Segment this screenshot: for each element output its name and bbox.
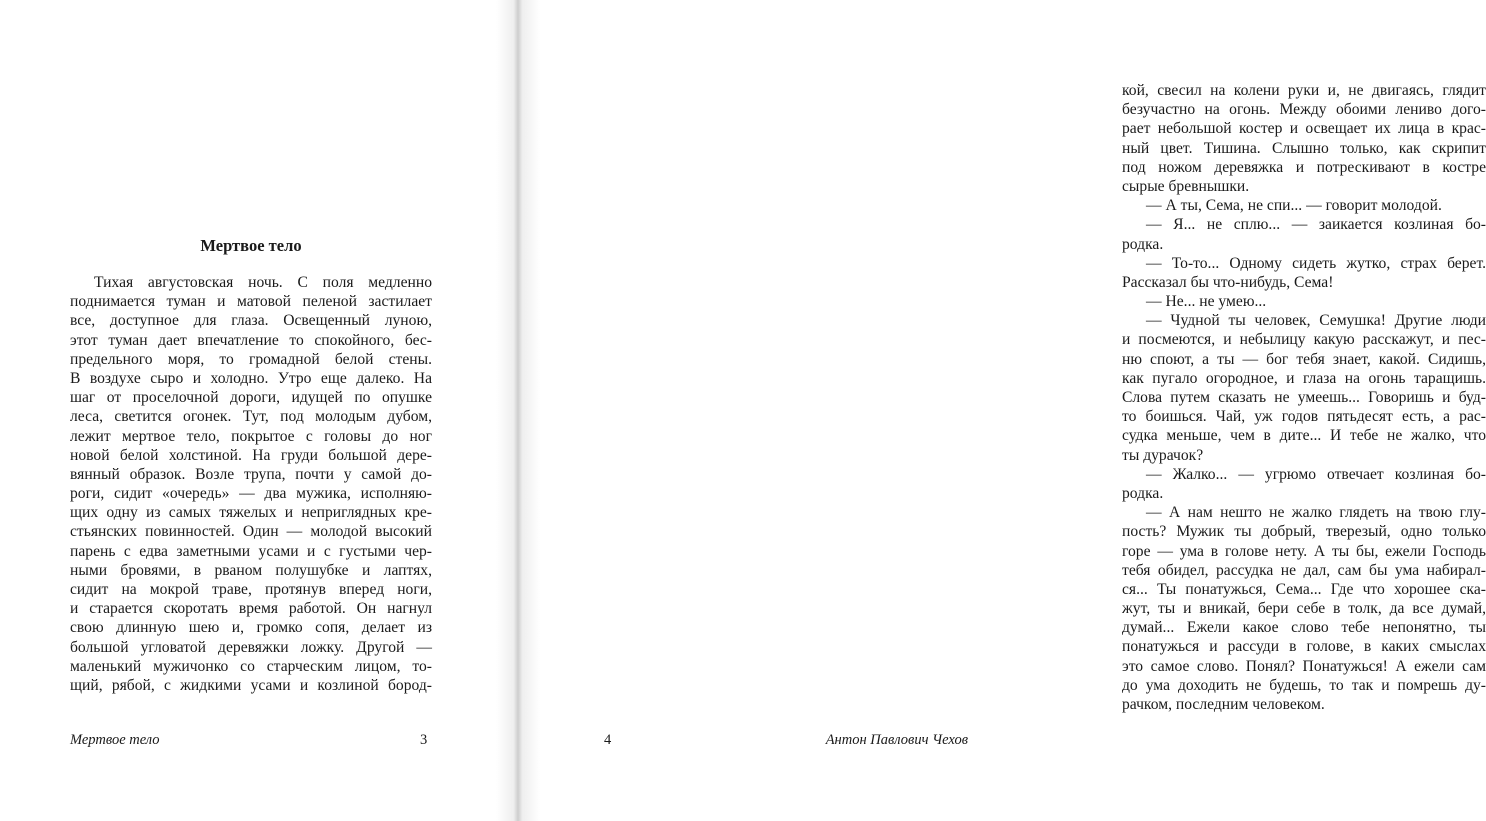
text-line: безучастно на огонь. Между обоими лениво дого-	[1122, 101, 1486, 119]
text-line: и старается скоротать время работой. Он нагнул	[70, 600, 432, 618]
chapter-title: Мертвое тело	[200, 236, 302, 255]
text-line: парень с едва заметными усами и с густыми чер-	[70, 542, 432, 560]
text-line: маленький мужичонко со старческим лицом, то-	[70, 657, 432, 675]
text-line: понатужься и рассуди в голове, в каких смыслах	[1122, 638, 1486, 656]
text-line: жут, ты и вникай, бери себе в толк, да все думай,	[1122, 600, 1486, 618]
text-line: сырые бревнышки.	[1122, 177, 1250, 195]
text-line: щих одну из самых тяжелых и неприглядных кре-	[70, 504, 432, 522]
right-running-head: Антон Павлович Чехов	[825, 732, 968, 748]
text-line: как пугало огородное, и глаза на огонь таращишь.	[1122, 369, 1486, 387]
text-line: стьянских повинностей. Один — молодой высокий	[70, 523, 432, 541]
text-line: этот туман дает впечатление то спокойного, бес-	[70, 331, 432, 349]
left-page	[0, 0, 518, 821]
text-line: рает небольшой костер и освещает их лица в крас-	[1122, 120, 1486, 138]
text-line: судка меньше, чем в дите... И тебе не жалко, что	[1122, 427, 1486, 445]
text-line: рачком, последним человеком.	[1122, 696, 1325, 713]
text-line: большой угловатой деревяжки ложку. Другой —	[70, 638, 432, 656]
text-line: сидит на мокрой траве, протянув вперед ноги,	[70, 581, 432, 598]
text-line: вянный образок. Возле трупа, почти у самой до-	[70, 465, 432, 483]
text-line: шаг от проселочной дороги, идущей по опушке	[70, 389, 432, 407]
text-line: это самое слово. Понял? Понатужься! А ежели сам	[1122, 657, 1486, 675]
text-line: кой, свесил на колени руки и, не двигаясь, глядит	[1122, 82, 1486, 99]
text-line: щий, рябой, с жидкими усами и козлиной бород-	[70, 676, 432, 694]
text-line: под ножом деревяжка и потрескивают в костре	[1122, 158, 1486, 176]
text-line: — Я... не сплю... — заикается козлиная бо-	[1146, 216, 1486, 234]
text-line: свою длинную шею и, громко сопя, делает из	[70, 619, 432, 637]
text-line: Рассказал бы что-нибудь, Сема!	[1122, 273, 1334, 291]
text-line: ся... Ты понатужься, Сема... Где что хорошее ска-	[1122, 580, 1486, 598]
text-line: ню споют, а ты — бог тебя знает, какой. Сидишь,	[1122, 350, 1486, 368]
text-line: горе — ума в голове нету. А ты бы, ежели Господь	[1122, 542, 1486, 560]
text-line: леса, светится огонек. Тут, под молодым дубом,	[70, 408, 432, 426]
text-line: тебя обидел, рассудка не дал, сам бы ума набирал-	[1122, 561, 1486, 579]
text-line: В воздухе сыро и холодно. Утро еще далеко. На	[70, 369, 432, 387]
text-line: новой белой холстиной. На груди большой дере-	[70, 446, 432, 464]
left-page-text	[70, 273, 432, 695]
text-line: родка.	[1122, 235, 1164, 253]
text-line: все, доступное для глаза. Освещенный луною,	[70, 312, 432, 330]
text-line: лежит мертвое тело, покрытое с головы до ног	[70, 427, 432, 445]
text-line: ными бровями, в рваном полушубке и лаптях,	[70, 561, 432, 579]
text-line: предельного моря, то громадной белой стены.	[70, 350, 432, 368]
text-line: то боишься. Чай, уж годов пятьдесят есть, а рас-	[1122, 408, 1486, 426]
text-line: поднимается туман и матовой пеленой застилает	[70, 293, 432, 311]
text-line: — Жалко... — угрюмо отвечает козлиная бо-	[1146, 465, 1486, 483]
text-line: родка.	[1122, 484, 1164, 502]
text-line: — А нам нешто не жалко глядеть на твою глу-	[1146, 504, 1486, 522]
text-line: — Чудной ты человек, Семушка! Другие люди	[1146, 312, 1486, 330]
text-line: до ума доходить не будешь, то так и помрешь ду-	[1122, 676, 1486, 694]
text-line: — То-то... Одному сидеть жутко, страх берет.	[1146, 254, 1486, 272]
text-line: роги, сидит «очередь» — два мужика, исполняю-	[70, 485, 432, 503]
text-line: — Не... не умею...	[1146, 293, 1267, 311]
right-page-number: 4	[604, 732, 612, 748]
book-gutter	[496, 0, 540, 821]
text-line: ный цвет. Тишина. Слышно только, как скрипит	[1122, 139, 1486, 157]
text-line: ты дурачок?	[1122, 446, 1204, 464]
text-line: Тихая августовская ночь. С поля медленно	[94, 274, 432, 291]
right-page	[518, 0, 1486, 821]
text-line: думай... Ежели какое слово тебе непонятно, ты	[1122, 619, 1486, 637]
text-line: — А ты, Сема, не спи... — говорит молодой.	[1146, 197, 1442, 215]
right-page-text	[1122, 81, 1486, 714]
left-page-number: 3	[420, 732, 428, 748]
text-line: пость? Мужик ты добрый, тверезый, одно только	[1122, 523, 1486, 541]
text-line: Слова путем сказать не умеешь... Говоришь и буд-	[1122, 389, 1486, 406]
left-running-head: Мертвое тело	[70, 732, 160, 748]
text-line: и посмеются, и небылицу какую расскажут, и пес-	[1122, 331, 1486, 349]
